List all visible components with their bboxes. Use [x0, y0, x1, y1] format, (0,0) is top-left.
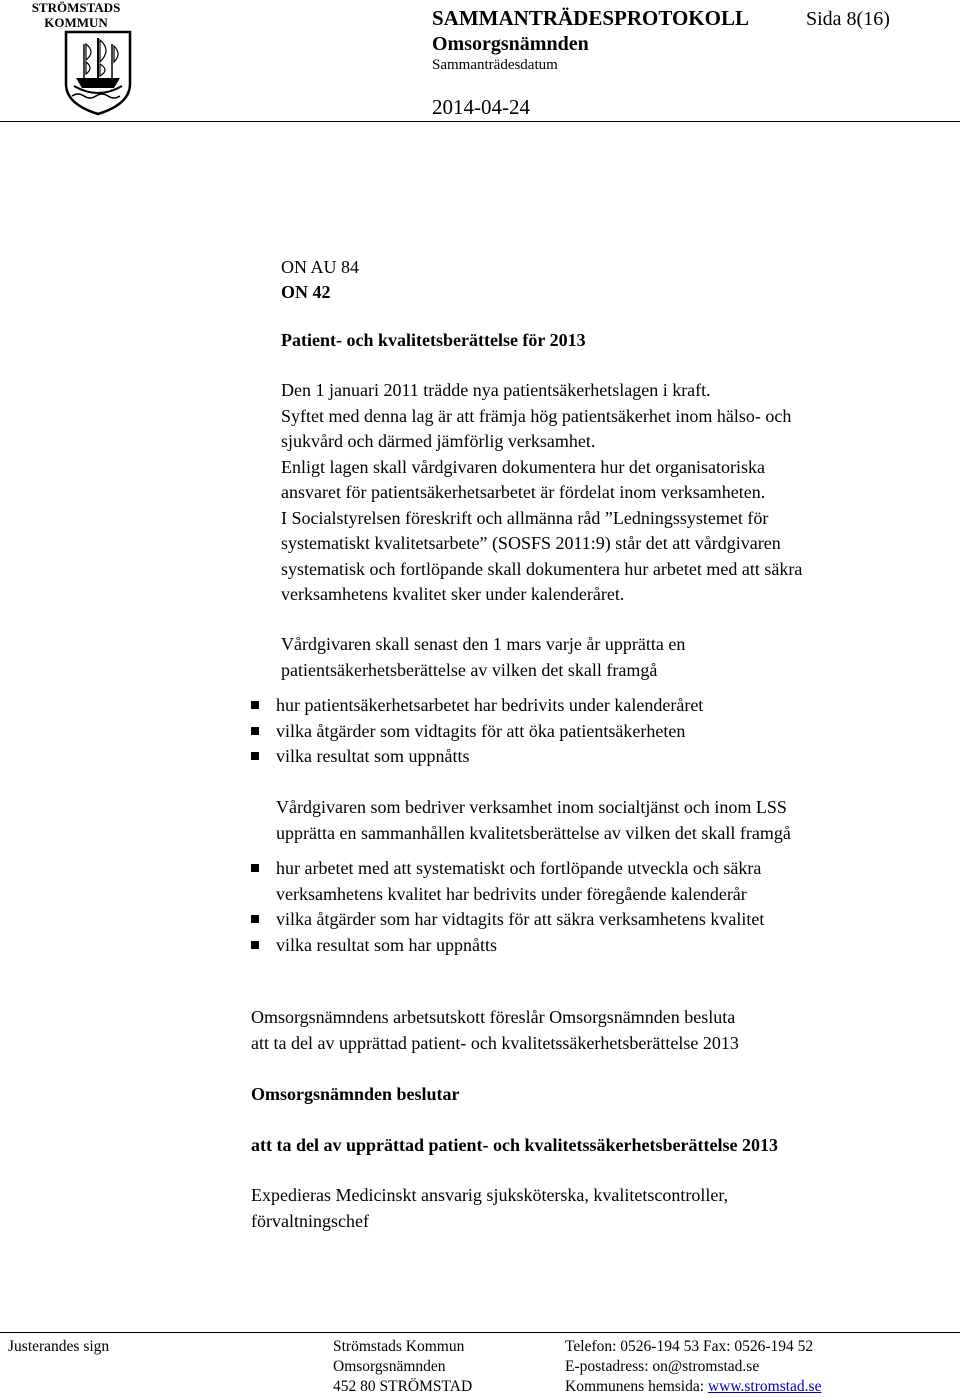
- bullet-square-icon: [251, 864, 259, 872]
- municipality-name: STRÖMSTADS KOMMUN: [31, 0, 121, 30]
- bullet-square-icon: [251, 941, 259, 949]
- meeting-date: 2014-04-24: [432, 95, 530, 119]
- bullet-square-icon: [251, 752, 259, 760]
- bullet-square-icon: [251, 701, 259, 709]
- au-paragraph-ref: ON AU 84: [281, 257, 360, 277]
- footer-divider: [0, 1332, 960, 1333]
- decision-heading: Omsorgsnämnden beslutar: [251, 1084, 460, 1104]
- list-item: vilka resultat som har uppnåtts: [248, 933, 764, 959]
- signature-label: Justerandes sign: [8, 1338, 110, 1355]
- header-divider: [0, 121, 960, 122]
- vardgivaren-paragraph: Vårdgivaren skall senast den 1 mars varje år upprätta en patientsäkerhetsberättelse av vilken det skall framgå: [281, 634, 686, 680]
- section-title: Patient- och kvalitetsberättelse för 2013: [281, 330, 586, 350]
- intro-body: Den 1 januari 2011 trädde nya patientsäkerhetslagen i kraft. Syftet med denna lag är att främja hög patientsäkerhet inom hälso- och sjukvård och därmed jämförlig verksamhet. Enligt lagen skall vårdgivaren dokumentera hur det organisatoriska ansvaret för patientsäkerhetsarbetet är fördelat inom verksamheten. I Socialstyrelsen föreskrift och allmänna råd ”Ledningssystemet för systematiskt kvalitetsarbete” (SOSFS 2011:9) står det att vårdgivaren systematisk och fortlöpande skall dokumentera hur arbetet med att säkra verksamhetens kvalitet sker under kalenderåret.: [281, 380, 803, 604]
- distribution-paragraph: Expedieras Medicinskt ansvarig sjuksköterska, kvalitetscontroller, förvaltningschef: [251, 1185, 729, 1231]
- quality-bullet-list: [248, 856, 764, 958]
- list-item: vilka resultat som uppnåtts: [248, 744, 703, 770]
- page-number: Sida 8(16): [806, 8, 890, 30]
- municipality-website-link[interactable]: www.stromstad.se: [707, 1378, 822, 1395]
- municipal-crest-logo: [62, 30, 134, 116]
- footer-contact: Telefon: 0526-194 53 Fax: 0526-194 52 E-postadress: on@stromstad.se Kommunens hemsida: www.stromstad.se: [565, 1338, 822, 1395]
- bullet-square-icon: [251, 915, 259, 923]
- list-item: hur arbetet med att systematiskt och fortlöpande utveckla och säkra verksamhetens kvalitet har bedrivits under föregående kalenderår: [248, 856, 764, 907]
- on-paragraph-ref: ON 42: [281, 282, 331, 302]
- footer-address: Strömstads Kommun Omsorgsnämnden 452 80 STRÖMSTAD: [333, 1338, 473, 1395]
- list-item: vilka åtgärder som har vidtagits för att säkra verksamhetens kvalitet: [248, 907, 764, 933]
- committee-name: Omsorgsnämnden: [432, 33, 589, 55]
- bullet-square-icon: [251, 727, 259, 735]
- meeting-date-label: Sammanträdesdatum: [432, 57, 558, 73]
- proposal-paragraph: Omsorgsnämndens arbetsutskott föreslår Omsorgsnämnden besluta att ta del av upprättad patient- och kvalitetssäkerhetsberättelse 2013: [251, 1007, 739, 1053]
- document-type-title: SAMMANTRÄDESPROTOKOLL: [432, 6, 749, 30]
- lss-paragraph: Vårdgivaren som bedriver verksamhet inom socialtjänst och inom LSS upprätta en sammanhållen kvalitetsberättelse av vilken det skall framgå: [276, 797, 791, 843]
- decision-text: att ta del av upprättad patient- och kvalitetssäkerhetsberättelse 2013: [251, 1135, 778, 1155]
- list-item: hur patientsäkerhetsarbetet har bedrivits under kalenderåret: [248, 693, 703, 719]
- patient-safety-bullet-list: [248, 693, 703, 770]
- list-item: vilka åtgärder som vidtagits för att öka patientsäkerheten: [248, 719, 703, 745]
